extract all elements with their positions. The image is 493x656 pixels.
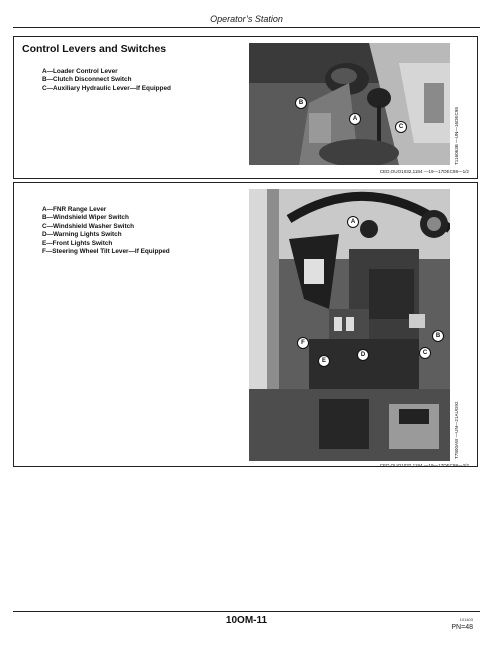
footer-rule [13,611,480,612]
callout-b: B [432,330,444,342]
page-number: 10OM-11 [225,615,268,626]
footer-pn: PN=48 [451,624,473,631]
legend-list [42,206,170,256]
legend-item: B—Clutch Disconnect Switch [42,76,132,84]
legend-item: C—Auxiliary Hydraulic Lever—If Equipped [42,84,171,92]
section-control-levers [13,36,478,179]
callout-b: B [295,97,307,109]
callout-a: A [349,113,361,125]
footer-small-code: 101403 [459,617,473,622]
header-rule [13,27,480,28]
legend-item: F—Steering Wheel Tilt Lever—If Equipped [42,248,170,256]
legend-item: A—Loader Control Lever [42,68,118,75]
photo-illustration-2 [249,189,450,461]
callout-a: A [347,216,359,228]
operator-station-photo-1 [249,43,450,165]
legend-item: B—Windshield Wiper Switch [42,214,129,222]
photo-side-code: T7800AW —UN—21AUG92 [454,401,459,459]
photo-illustration-1 [249,43,450,165]
callout-e: E [318,355,330,367]
photo-side-code: T116063B —UN—16DEC98 [454,107,459,165]
page-header-title: Operator’s Station [210,14,283,24]
legend-item: E—Front Lights Switch [42,239,113,247]
section-title: Control Levers and Switches [22,43,167,55]
legend-list [42,68,171,93]
section-switches [13,182,478,467]
callout-d: D [357,349,369,361]
legend-item: C—Windshield Washer Switch [42,222,135,230]
callout-f: F [297,337,309,349]
photo-caption-code: CED,OUO1032,1184 —19—17DEC98—1/2 [379,169,469,174]
callout-c: C [395,121,407,133]
legend-item: D—Warning Lights Switch [42,231,122,239]
operator-station-photo-2 [249,189,450,461]
legend-item: A—FNR Range Lever [42,206,107,213]
photo-caption-code: CED,OUO1032,1184 —19—17DEC98—2/2 [379,463,469,468]
callout-c: C [419,347,431,359]
